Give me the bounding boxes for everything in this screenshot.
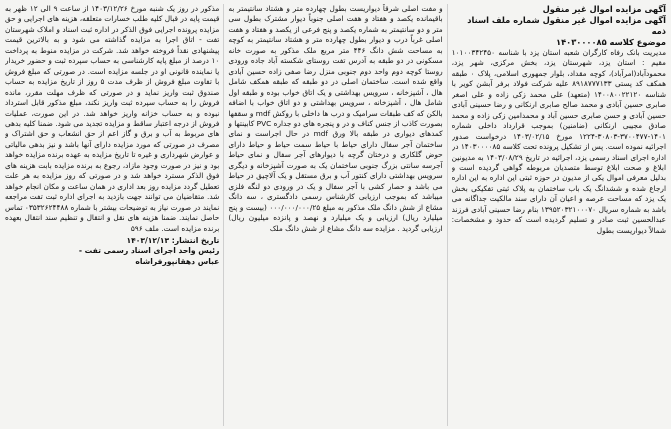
notice-column-middle: [228, 4, 442, 426]
column-divider: [223, 4, 224, 426]
signature-line-1: رئیس واحد اجرای اسناد رسمی تفت -: [78, 246, 220, 256]
notice-file-line: موضوع کلاسه ۱۴۰۳۰۰۰۰۸۵: [556, 37, 666, 47]
notice-column-left: [5, 4, 219, 426]
signature-line-2: عباس دهقانپورفراشاه: [135, 256, 220, 266]
notice-body-middle: و مفت اصلی شرقاً دیواریست بطول چهارده متر و هشتاد سانتیمتر به باقیمانده یکصد و هفتاد و هفت اصلی جنوباً دیوار مشترک بطول سی متر و دو سانتیمتر به شماره یکصد و پنج فرعی از یکصد و هفتاد و هفت اصلی غرباً درب و دیوار بطول چهارده متر و هشتاد سانتیمتر به کوچه به مساحت شش دانگ ۴۴۶ متر مربع ملک مذکور به صورت خانه مسکونی در دو طبقه به آدرس تفت روستای شکسته آباد جاده ورودی روستا کوچه دوم واحد دوم جنوبی منزل رضا صفی زاده حسین آبادی واقع شده است. ساختمان اصلی در دو طبقه که طبقه همکف شامل هال ، آشپزخانه ، سرویس بهداشتی و یک اتاق خواب بوده و طبقه اول شامل هال ، آشپزخانه ، سرویس بهداشتی و دو اتاق خواب با اضافه بالکن که کف طبقات سرامیک و درب ها داخلی با روکش mdf و سقفها بصورت کاذب از جنس کناف و در و پنجره های دو جداره PVC کابینتها و کمدهای دیواری در طبقه بالا ورق mdf در حال اجراست و نمای ساختمان آجر سفال دارای حیاط با حیاط سمت حیاط و حیاط دارای حوض گلکاری و درختان گرچه با دیوارهای آجر سفال و نمای حیاط آجرسه سانتی بزرگ جنوبی ساختمان یک به صورت آشپزخانه و دیگری سرویس بهداشتی دارای کنتور آب و برق مستقل و یک آلاچیق در حیاط می باشد و حصار کشی با آجر سفال و یک در ورودی دو لنگه فلزی میباشد که بموجب ارزیابی کارشناس رسمی دادگستری ، سه دانگ مشاع از شش دانگ ملک مذکور به مبلغ ۰۰۰/۰۰۰/۰۰۰/۲۵ (بیست و پنج میلیارد ریال) ارزیابی و یک میلیارد و نهصد و پانزده میلیون ریال) ارزیابی گردید . مزایده سه دانگ مشاع از شش دانگ ملک: [228, 4, 443, 233]
notice-body-left: مذکور در روز یک شنبه مورخ ۱۴۰۳/۱۲/۲۶ از ساعت ۹ الی ۱۲ ظهر به قیمت پایه در قبال کلیه طلب خسارات متعلقه، هزینه های اجرایی و حق مزایده پرونده اجرایی فوق الذکر در اداره ثبت اسناد و املاک شهرستان تفت - اتاق اجرا به مزایده گذاشته می شود و به بالاترین قیمت پیشنهادی نقداً فروخته خواهد شد. شرکت در مزایده منوط به پرداخت ۱۰ درصد از مبلغ پایه کارشناسی به حساب سپرده ثبت و حضور خریدار یا نماینده قانونی او در جلسه مزایده است. در صورتی که مبلغ فروش با تفاوت مبلغ فروش از ظرف مدت ۵ روز از تاریخ مزایده به حساب صندوق ثبت واریز نماید و در صورتی که ظرف مهلت مقرر، مانده فروش را به حساب سپرده ثبت واریز نکند، مبلغ مذکور قابل استرداد نبوده و به حساب خزانه واریز خواهد شد. در این صورت، عملیات فروش از درجه اعتبار ساقط و مزایده تجدید می شود. ضمنا کلیه بدهی های مربوط به آب و برق و گاز اعم از حق انشعاب و حق اشتراک و مصرف در صورتی که مورد مزایده دارای آنها باشد و نیز بدهی مالیاتی و عوارض شهرداری و غیره تا تاریخ مزایده به عهده برنده مزایده خواهد بود و نیز در صورت وجود مازاد، رجوع به برنده مزایده بابت هزینه های فوق الذکر مسترد خواهد شد و در صورتی که روز مزایده به هر علت تعطیل گردد مزایده روز بعد اداری در همان ساعت و مکان انجام خواهد شد. متقاضیان می توانند جهت بازدید به اجرای اداره ثبت تفت مراجعه نمایند در صورت نیاز به توضیحات بیشتر با شماره ۰۳۵۳۲۶۲۴۴۸۸ تماس حاصل نمایند. ضمنا هزینه های نقل و انتقال و تنظیم سند انتقال بعهده برنده مزایده است. ملف ۵۹۶: [5, 4, 220, 233]
notice-title-1: آگهی مزایده اموال غیر منقول: [542, 4, 666, 14]
publish-date: تاریخ انتشار: ۱۴۰۳/۱۲/۱۳: [126, 235, 220, 245]
notice-body-right: مدیریت بانک رفاه کارگران شعبه استان یزد با شناسه ۱۰۱۰۰۳۴۲۴۵۰ مقیم : استان یزد، شهرستان یزد، بخش مرکزی، شهر یزد، محمودآباد(امرآباد)، کوچه مقداد، بلوار جمهوری اسلامی، پلاک ۰ طبقه همکف کد پستی ۸۹۱۸۷۷۷۱۳۳ علیه شرکت فولاد برفر آبشن کویر با شناسه ۱۴۰۰۸۰۰۲۲۱۲۰ (متعهد) علی محمد زکی زاده و علی اصغر صابری حسین آبادی و محمد صالح صابری ارنکانی و رضا حسینی آبادی حسین آبادی و حسن صابری حسین آباد و محمدامین زکی زاده و محمد صادق مجیبی ارنکانی (ضامنین) بموجب قرارداد داخلی شماره ۱۴۰۱-۳۷۰۰۴۷۷-۳۰۸۰۳-۱۲۲۴ مورخ ۱۴۰۳/۰۲/۱۵ درخواست صدور اجرائیه نموده است. پس از تشکیل پرونده تحت کلاسه ۱۴۰۳۰۰۰۰۸۵ در اداره اجرای اسناد رسمی یزد، اجرائیه در تاریخ ۱۴۰۳/۰۸/۲۹ به مدیونین ابلاغ و صحت ابلاغ توسط متصدیان مربوطه گواهی گردیده است و بدلیل معرفی اموال یکی از مدیون در حوزه ثبتی این اداره به این اداره ارجاع شده و ششدانگ یک باب ساختمان به پلاک ثبتی تفکیکی بخش یک یزد که مساحت عرصه و اعیان آن دارای سند مالکیت جداگانه می باشد به شماره سریال ۱۳۹۵۲۰۳۲۱۰۰۰۷۰ بنام رضا حسینی آبادی فرزند عبدالحسین ثبت صادر و تسلیم گردیده است که حدود و مشخصات: شمالاً دیواریست بطول: [451, 48, 666, 235]
notice-column-right: [452, 4, 666, 426]
column-divider: [447, 4, 448, 426]
notice-footer: [5, 236, 219, 268]
notice-title-2: آگهی مزایده اموال غیر منقول شماره ملف اسناد ذمه: [467, 15, 666, 36]
